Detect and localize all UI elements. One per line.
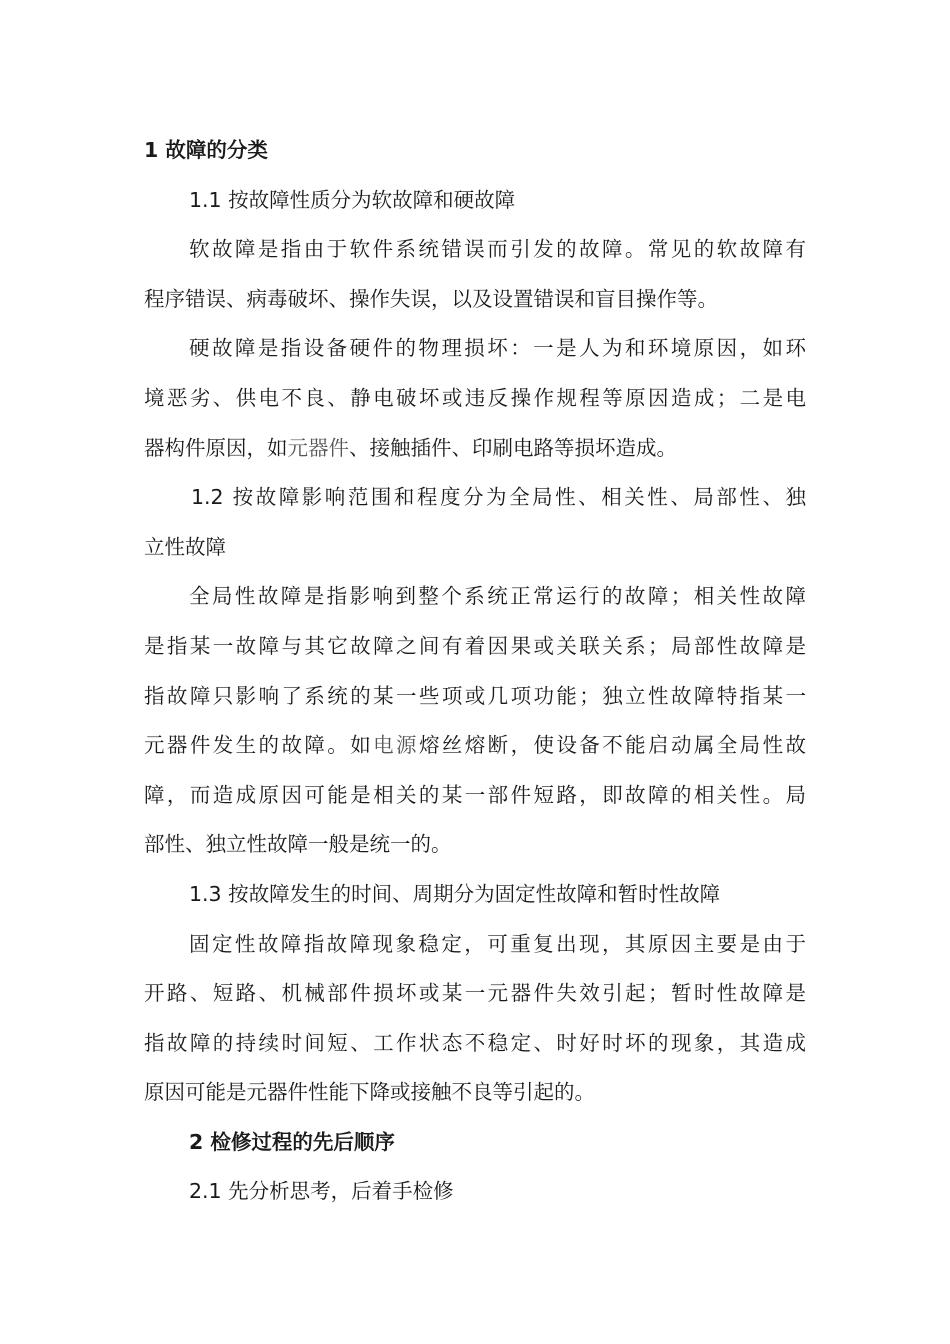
text-segment-power: 电源 bbox=[373, 733, 419, 758]
heading-1-1: 1.1 按故障性质分为软故障和硬故障 bbox=[189, 187, 516, 212]
paragraph-time-line-3: 指故障的持续时间短、工作状态不稳定、时好时坏的现象，其造成 bbox=[144, 1030, 806, 1055]
document-body bbox=[144, 126, 806, 1217]
paragraph-time-line-2: 开路、短路、机械部件损坏或某一元器件失效引起；暂时性故障是 bbox=[144, 981, 806, 1006]
heading-1: 1 故障的分类 bbox=[144, 138, 268, 162]
text-segment-components: 元器件 bbox=[287, 435, 349, 460]
text-segment: 元器件发生的故障。如 bbox=[144, 733, 374, 758]
paragraph-hard-fault-line-2: 境恶劣、供电不良、静电破坏或违反操作规程等原因造成；二是电 bbox=[144, 385, 806, 410]
paragraph-scope-line-3: 指故障只影响了系统的某一些项或几项功能；独立性故障特指某一 bbox=[144, 683, 806, 708]
heading-1-2-line-1: 1.2 按故障影响范围和程度分为全局性、相关性、局部性、独 bbox=[191, 485, 806, 510]
heading-2: 2 检修过程的先后顺序 bbox=[189, 1129, 395, 1154]
heading-1-2-line-2: 立性故障 bbox=[144, 534, 226, 559]
text-segment: 熔丝熔断，使设备不能启动属全局性故 bbox=[418, 733, 807, 758]
paragraph-hard-fault-line-1: 硬故障是指设备硬件的物理损坏：一是人为和环境原因，如环 bbox=[189, 336, 806, 361]
paragraph-hard-fault-line-3 bbox=[144, 424, 806, 474]
paragraph-time-line-1: 固定性故障指故障现象稳定，可重复出现，其原因主要是由于 bbox=[189, 931, 806, 956]
paragraph-scope-line-4 bbox=[144, 721, 806, 771]
text-segment: 器构件原因，如 bbox=[144, 435, 288, 460]
paragraph-scope-line-2: 是指某一故障与其它故障之间有着因果或关联关系；局部性故障是 bbox=[144, 633, 806, 658]
paragraph-soft-fault-line-1: 软故障是指由于软件系统错误而引发的故障。常见的软故障有 bbox=[189, 237, 806, 262]
paragraph-scope-line-5: 障，而造成原因可能是相关的某一部件短路，即故障的相关性。局 bbox=[144, 782, 806, 807]
heading-1-3: 1.3 按故障发生的时间、周期分为固定性故障和暂时性故障 bbox=[189, 881, 721, 906]
heading-2-1: 2.1 先分析思考，后着手检修 bbox=[189, 1179, 454, 1204]
paragraph-soft-fault-line-2: 程序错误、病毒破坏、操作失误，以及设置错误和盲目操作等。 bbox=[144, 286, 718, 311]
paragraph-scope-line-6: 部性、独立性故障一般是统一的。 bbox=[144, 832, 452, 857]
paragraph-scope-line-1: 全局性故障是指影响到整个系统正常运行的故障；相关性故障 bbox=[189, 584, 806, 609]
paragraph-time-line-4: 原因可能是元器件性能下降或接触不良等引起的。 bbox=[144, 1080, 595, 1105]
text-segment: 、接触插件、印刷电路等损坏造成。 bbox=[349, 435, 677, 460]
